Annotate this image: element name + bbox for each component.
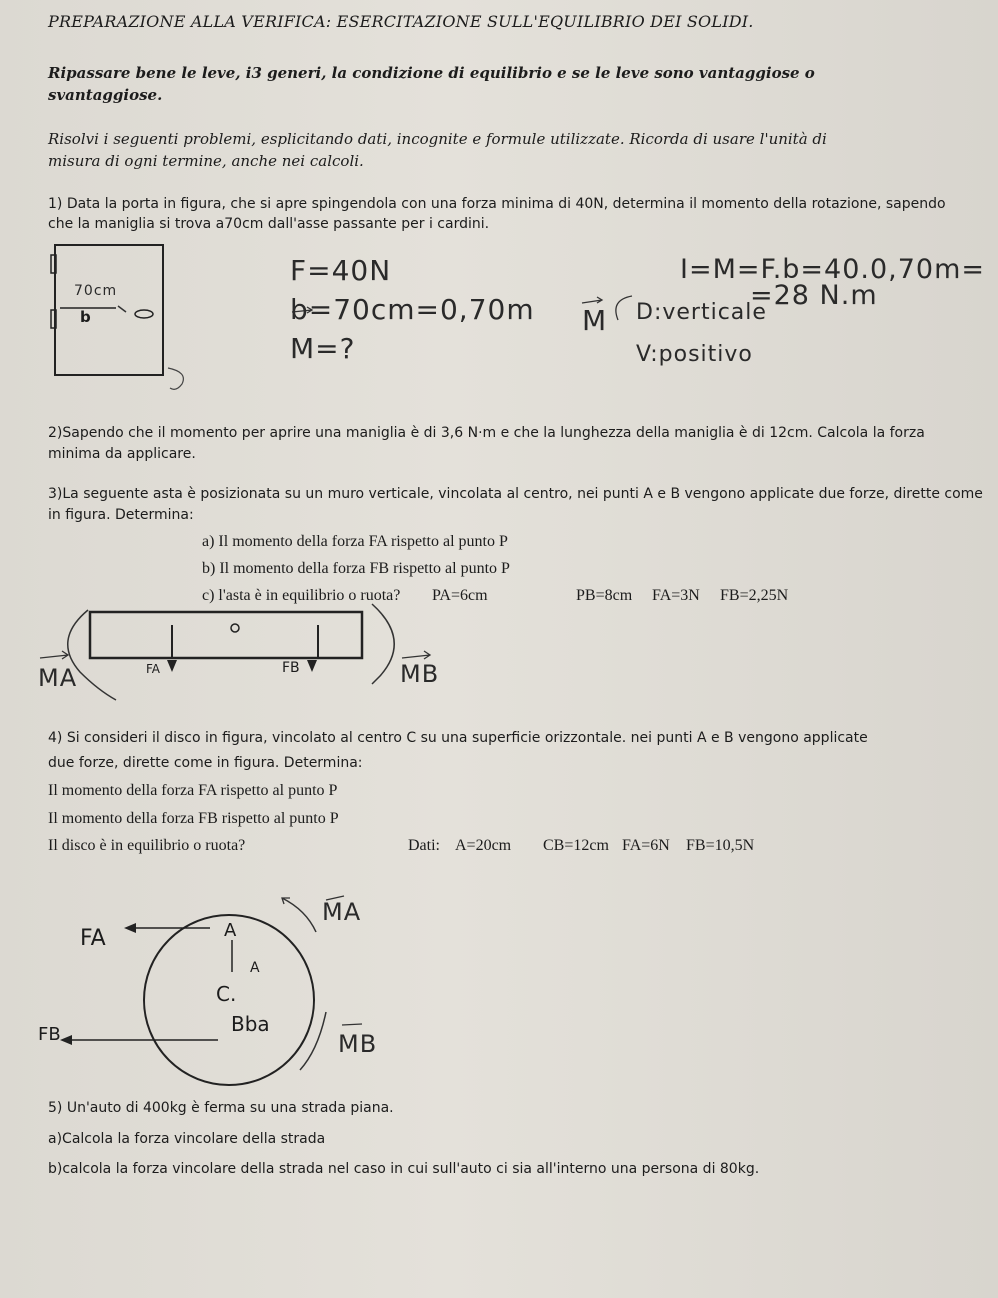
hinge-bottom xyxy=(51,310,56,328)
hw-arm: b=70cm=0,70m xyxy=(290,293,535,326)
q4-dati-label: Dati: xyxy=(408,837,440,854)
q4-a: A=20cm xyxy=(455,837,512,854)
hw-calc-1: I=M=F.b=40.0,70m= xyxy=(680,254,986,285)
hw-m-vector: M xyxy=(582,304,608,337)
hw-disc-moment-b: MB xyxy=(338,1030,378,1058)
hw-direction: D:verticale xyxy=(636,300,767,325)
q4-line-3: Il momento della forza FA rispetto al punto P xyxy=(48,782,338,799)
disc-label-center: C. xyxy=(216,982,237,1006)
rotation-curve xyxy=(168,368,183,389)
disc-label-b: Bba xyxy=(231,1012,270,1036)
q4-fa: FA=6N xyxy=(622,837,670,854)
ma-vector-arrow xyxy=(40,651,68,659)
q4-cb: CB=12cm xyxy=(543,837,609,854)
q3-line-2: in figura. Determina: xyxy=(48,507,194,523)
review-line-1: Ripassare bene le leve, i3 generi, la condizione di equilibrio e se le leve sono vantaggiose o xyxy=(48,64,815,82)
dir-bracket xyxy=(616,296,632,320)
hw-moment-a: MA xyxy=(38,664,78,692)
mb-rotation-arc xyxy=(372,604,394,684)
q4-fb: FB=10,5N xyxy=(686,837,755,854)
hw-calc-2: =28 N.m xyxy=(750,280,878,311)
q4-line-5: Il disco è in equilibrio o ruota? xyxy=(48,837,246,854)
hw-force: F=40N xyxy=(290,254,392,287)
q5-line-1: 5) Un'auto di 400kg è ferma su una strada piana. xyxy=(48,1100,394,1116)
q2-line-2: minima da applicare. xyxy=(48,446,196,462)
q3-fa: FA=3N xyxy=(652,587,700,604)
pivot-point xyxy=(231,624,239,632)
disc-label-fa: FA xyxy=(80,926,106,951)
disc-label-a: A xyxy=(224,920,237,941)
fb-force-head xyxy=(60,1035,72,1045)
bar-label-fa: FA xyxy=(146,662,161,676)
q4-line-1: 4) Si consideri il disco in figura, vincolato al centro C su una superficie orizzontale. nei punti A e B vengono applicate xyxy=(48,730,868,746)
handle-arrow xyxy=(118,306,126,312)
q3-item-c: c) l'asta è in equilibrio o ruota? xyxy=(202,587,401,604)
bar-outline xyxy=(90,612,362,658)
hw-moment-b: MB xyxy=(400,660,440,688)
q5-item-a: a)Calcola la forza vincolare della strada xyxy=(48,1131,326,1147)
hinge-top xyxy=(51,255,56,273)
fa-force-head xyxy=(124,923,136,933)
instructions-line-2: misura di ogni termine, anche nei calcoli. xyxy=(48,152,364,170)
ma-rotation-arc-disc xyxy=(282,898,316,932)
q4-line-2: due forze, dirette come in figura. Determina: xyxy=(48,755,363,771)
q2-line-1: 2)Sapendo che il momento per aprire una maniglia è di 3,6 N·m e che la lunghezza della maniglia è di 12cm. Calcola la forza xyxy=(48,425,925,441)
q1-line-1: 1) Data la porta in figura, che si apre spingendola con una forza minima di 40N, determina il momento della rotazione, sapendo xyxy=(48,196,946,212)
hw-disc-moment-a: MA xyxy=(322,898,362,926)
fa-arrow-head xyxy=(167,660,177,672)
fb-arrow-head xyxy=(307,660,317,672)
mb-vector-mark xyxy=(342,1024,362,1025)
door-handle xyxy=(135,310,153,318)
q5-item-b: b)calcola la forza vincolare della strada nel caso in cui sull'auto ci sia all'interno una persona di 80kg. xyxy=(48,1161,760,1177)
q3-line-1: 3)La seguente asta è posizionata su un muro verticale, vincolata al centro, nei punti A e B vengono applicate due forze, dirette come xyxy=(48,486,983,502)
worksheet-title: PREPARAZIONE ALLA VERIFICA: ESERCITAZIONE SULL'EQUILIBRIO DEI SOLIDI. xyxy=(48,12,754,31)
q3-fb: FB=2,25N xyxy=(720,587,789,604)
door-label-70cm: 70cm xyxy=(74,283,118,299)
door-label-b: b xyxy=(80,308,91,326)
q3-item-b: b) Il momento della forza FB rispetto al punto P xyxy=(202,560,510,577)
disc-label-a-radius: A xyxy=(250,960,260,976)
review-line-2: svantaggiose. xyxy=(48,86,163,104)
hw-moment-unknown: M=? xyxy=(290,332,356,365)
q3-item-a: a) Il momento della forza FA rispetto al punto P xyxy=(202,533,508,550)
disc-label-fb: FB xyxy=(38,1024,61,1045)
instructions-line-1: Risolvi i seguenti problemi, esplicitando dati, incognite e formule utilizzate. Ricorda di usare l'unità di xyxy=(48,130,827,148)
q3-pa: PA=6cm xyxy=(432,587,488,604)
q1-line-2: che la maniglia si trova a70cm dall'asse passante per i cardini. xyxy=(48,216,490,232)
q3-pb: PB=8cm xyxy=(576,587,633,604)
bar-label-fb: FB xyxy=(282,660,300,676)
m-vector-mark xyxy=(582,297,602,303)
hw-verso: V:positivo xyxy=(636,342,753,367)
q4-line-4: Il momento della forza FB rispetto al punto P xyxy=(48,810,339,827)
mb-vector-arrow xyxy=(402,651,430,659)
